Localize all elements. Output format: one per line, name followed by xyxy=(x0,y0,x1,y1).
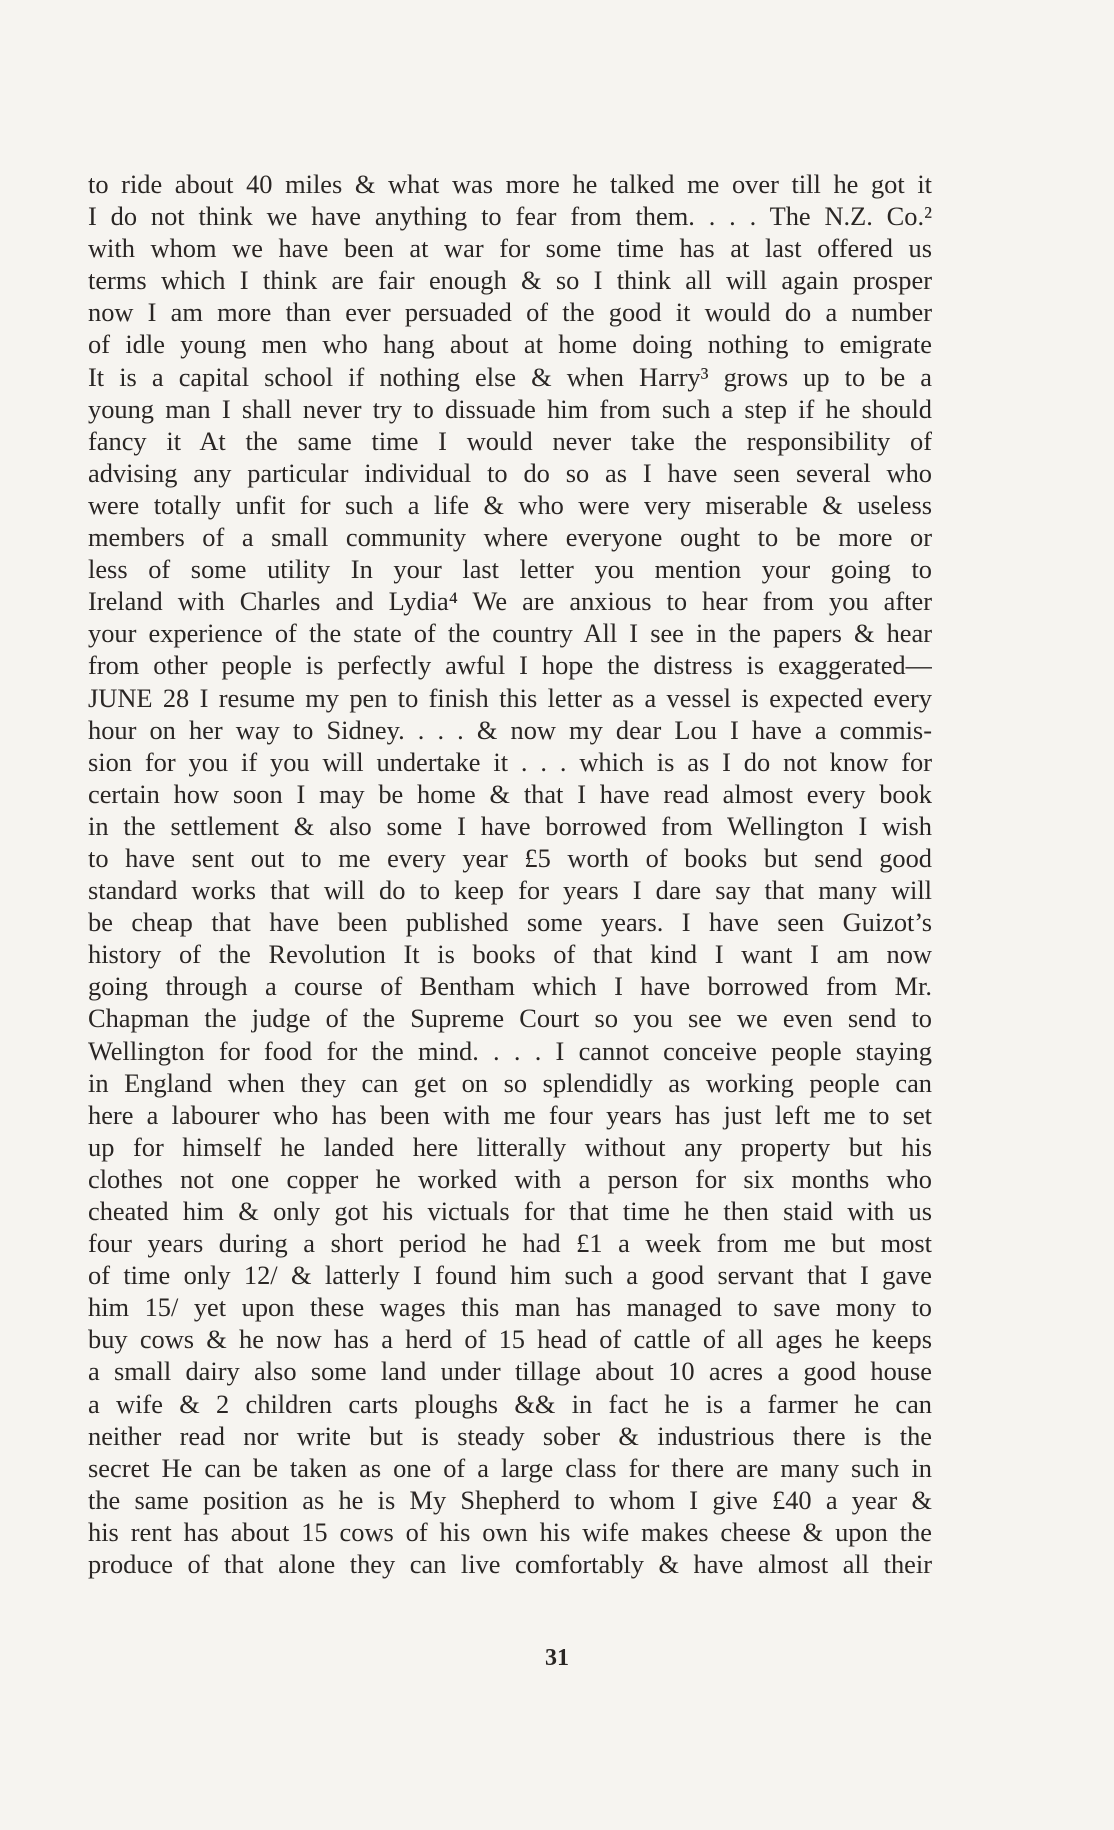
text-line: terms which I think are fair enough & so I think all will again prosper xyxy=(88,265,932,296)
text-line: in England when they can get on so splendidly as working people can xyxy=(88,1067,932,1098)
text-line: from other people is perfectly awful I hope the distress is exaggerated— xyxy=(88,650,932,681)
text-line: be cheap that have been published some years. I have seen Guizot’s xyxy=(88,907,932,938)
text-line: your experience of the state of the country All I see in the papers & hear xyxy=(88,618,932,649)
text-line: standard works that will do to keep for years I dare say that many will xyxy=(88,875,932,906)
text-line: secret He can be taken as one of a large class for there are many such in xyxy=(88,1452,932,1483)
text-line: Chapman the judge of the Supreme Court so you see we even send to xyxy=(88,1003,932,1034)
text-line: Ireland with Charles and Lydia⁴ We are anxious to hear from you after xyxy=(88,586,932,617)
text-line: to have sent out to me every year £5 worth of books but send good xyxy=(88,842,932,873)
text-line: in the settlement & also some I have borrowed from Wellington I wish xyxy=(88,810,932,841)
text-line: were totally unfit for such a life & who were very miserable & useless xyxy=(88,489,932,520)
text-line: members of a small community where everyone ought to be more or xyxy=(88,522,932,553)
text-line: certain how soon I may be home & that I have read almost every book xyxy=(88,778,932,809)
text-line: clothes not one copper he worked with a person for six months who xyxy=(88,1163,932,1194)
text-line: up for himself he landed here litterally without any property but his xyxy=(88,1131,932,1162)
text-line: the same position as he is My Shepherd to whom I give £40 a year & xyxy=(88,1484,932,1515)
text-line: Wellington for food for the mind. . . . I cannot conceive people staying xyxy=(88,1035,932,1066)
text-line: a small dairy also some land under tillage about 10 acres a good house xyxy=(88,1356,932,1387)
text-line: to ride about 40 miles & what was more he talked me over till he got it xyxy=(88,169,932,199)
text-line: buy cows & he now has a herd of 15 head of cattle of all ages he keeps xyxy=(88,1324,932,1355)
text-line: fancy it At the same time I would never take the responsibility of xyxy=(88,425,932,456)
text-line: JUNE 28 I resume my pen to finish this letter as a vessel is expected every xyxy=(88,682,932,713)
text-line: history of the Revolution It is books of that kind I want I am now xyxy=(88,939,932,970)
text-line: cheated him & only got his victuals for that time he then staid with us xyxy=(88,1196,932,1226)
text-line: going through a course of Bentham which I have borrowed from Mr. xyxy=(88,971,932,1002)
text-line: of idle young men who hang about at home doing nothing to emigrate xyxy=(88,329,932,360)
letter-text xyxy=(88,168,932,1580)
text-line: I do not think we have anything to fear from them. . . . The N.Z. Co.² xyxy=(88,201,932,232)
page-number: 31 xyxy=(545,1645,569,1671)
text-line: neither read nor write but is steady sober & industrious there is the xyxy=(88,1420,932,1451)
text-line: young man I shall never try to dissuade him from such a step if he should xyxy=(88,393,932,424)
text-line: him 15/ yet upon these wages this man has managed to save mony to xyxy=(88,1292,932,1323)
text-line: It is a capital school if nothing else & when Harry³ grows up to be a xyxy=(88,361,932,392)
text-line: of time only 12/ & latterly I found him such a good servant that I gave xyxy=(88,1260,932,1291)
text-line: sion for you if you will undertake it . . . which is as I do not know for xyxy=(88,746,932,777)
text-line: here a labourer who has been with me four years has just left me to set xyxy=(88,1099,932,1130)
text-line: a wife & 2 children carts ploughs && in fact he is a farmer he can xyxy=(88,1388,932,1419)
text-line: with whom we have been at war for some time has at last offered us xyxy=(88,233,932,264)
text-line: advising any particular individual to do so as I have seen several who xyxy=(88,457,932,488)
text-line: his rent has about 15 cows of his own his wife makes cheese & upon the xyxy=(88,1516,932,1547)
text-line: hour on her way to Sidney. . . . & now my dear Lou I have a commis- xyxy=(88,714,932,745)
text-line: less of some utility In your last letter you mention your going to xyxy=(88,554,932,585)
text-line: now I am more than ever persuaded of the good it would do a number xyxy=(88,297,932,328)
text-line: produce of that alone they can live comfortably & have almost all their xyxy=(88,1549,932,1580)
text-line: four years during a short period he had £1 a week from me but most xyxy=(88,1228,932,1259)
